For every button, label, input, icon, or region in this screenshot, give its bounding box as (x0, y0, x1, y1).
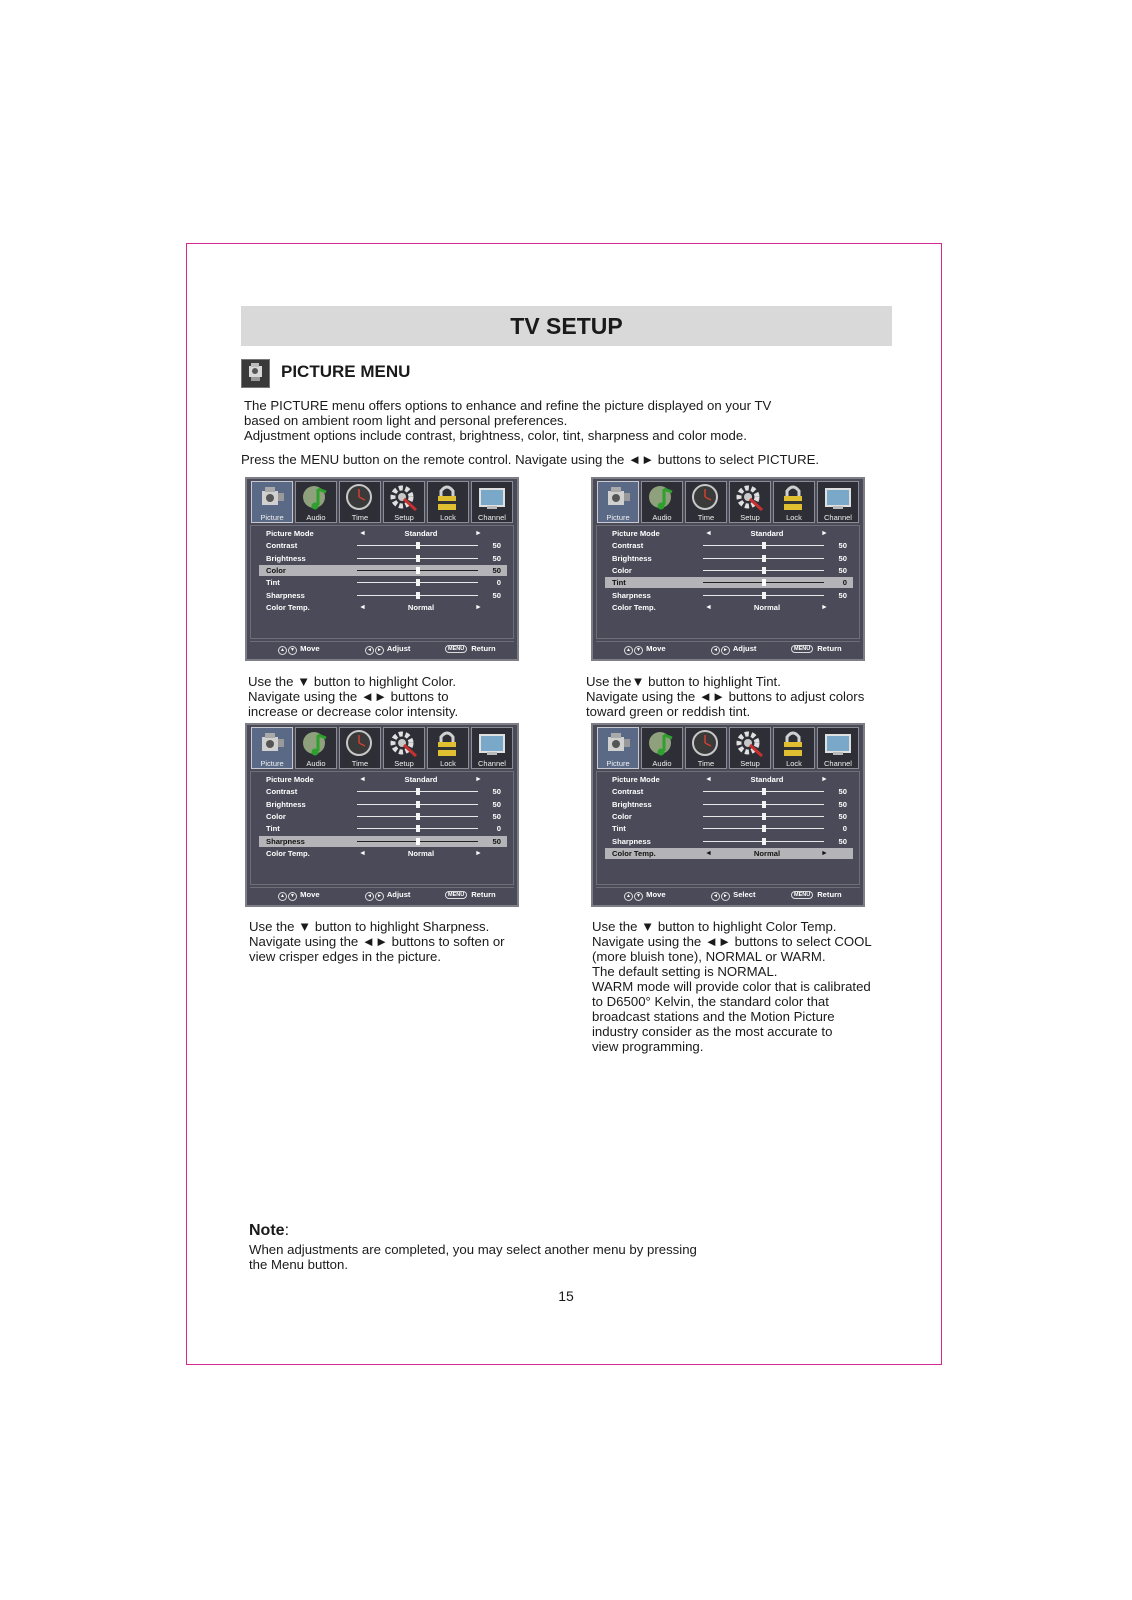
tab-lock[interactable] (427, 481, 469, 523)
tab-channel[interactable] (817, 481, 859, 523)
menu-row-label: Contrast (612, 541, 644, 551)
menu-row-tint[interactable] (259, 577, 507, 588)
up-icon: ▲ (278, 892, 287, 901)
right-icon: ► (375, 646, 384, 655)
menu-row-value: 50 (492, 811, 501, 821)
menu-row-picture-mode[interactable] (605, 774, 853, 785)
menu-key-icon: MENU (791, 645, 813, 653)
right-icon: ► (375, 892, 384, 901)
tab-label: Setup (394, 759, 414, 768)
right-arrow-icon[interactable]: ► (475, 530, 482, 537)
left-arrow-icon[interactable]: ◄ (705, 849, 712, 857)
up-icon: ▲ (624, 892, 633, 901)
slider-track[interactable] (703, 841, 824, 842)
menu-row-label: Sharpness (612, 590, 651, 600)
menu-row-value: 0 (496, 578, 501, 588)
right-arrow-icon[interactable]: ► (821, 776, 828, 783)
caption-color-3: increase or decrease color intensity. (248, 704, 459, 719)
tab-label: Lock (440, 759, 456, 768)
page-title-bar (241, 306, 892, 346)
menu-row-label: Color Temp. (266, 848, 310, 858)
menu-row-option: Normal (407, 602, 435, 612)
menu-row-label: Tint (612, 824, 626, 834)
menu-row-value: 50 (492, 799, 501, 809)
footer-return-label: Return (817, 890, 842, 899)
caption-tint-1: Use the▼ button to highlight Tint. (586, 674, 781, 689)
slider-knob[interactable] (416, 555, 420, 562)
menu-footer (250, 641, 514, 656)
tab-audio[interactable] (641, 727, 683, 769)
menu-row-label: Picture Mode (266, 775, 314, 784)
tab-setup[interactable] (383, 727, 425, 769)
tab-label: Time (697, 513, 715, 522)
left-arrow-icon[interactable]: ◄ (705, 530, 712, 537)
tab-label: Time (351, 759, 369, 768)
menu-row-label: Contrast (612, 787, 644, 797)
menu-row-value: 50 (838, 541, 847, 551)
tab-label: Audio (306, 513, 326, 522)
menu-row-contrast[interactable] (605, 786, 853, 797)
right-arrow-icon[interactable]: ► (821, 603, 828, 611)
tab-time[interactable] (339, 481, 381, 523)
slider-knob[interactable] (762, 825, 766, 832)
tab-lock[interactable] (427, 727, 469, 769)
tab-lock[interactable] (773, 727, 815, 769)
slider-track[interactable] (703, 816, 824, 817)
left-icon: ◄ (365, 646, 374, 655)
right-arrow-icon[interactable]: ► (821, 530, 828, 537)
menu-row-value: 50 (492, 541, 501, 551)
menu-row-contrast[interactable] (259, 786, 507, 797)
menu-row-sharpness[interactable] (605, 590, 853, 601)
menu-row-color[interactable] (259, 565, 507, 576)
tab-label: Channel (478, 513, 506, 522)
footer-move (624, 888, 666, 902)
menu-row-value: 0 (496, 824, 501, 834)
left-icon: ◄ (711, 892, 720, 901)
page-number: 15 (558, 1288, 574, 1304)
caption-colortemp-7: broadcast stations and the Motion Picture (592, 1009, 835, 1024)
footer-adjust (365, 642, 410, 656)
slider-track[interactable] (703, 545, 824, 546)
caption-color-1: Use the ▼ button to highlight Color. (248, 674, 457, 689)
tab-label: Audio (652, 759, 672, 768)
slider-track[interactable] (357, 545, 478, 546)
menu-row-value: 50 (838, 799, 847, 809)
menu-row-value: 50 (838, 565, 847, 575)
slider-track[interactable] (357, 570, 478, 571)
tv-menu-screen-sharpness (245, 723, 519, 907)
footer-return-label: Return (471, 890, 496, 899)
intro-line-2: based on ambient room light and personal preferences. (244, 413, 568, 428)
caption-sharpness-1: Use the ▼ button to highlight Sharpness. (249, 919, 490, 934)
slider-track[interactable] (357, 828, 478, 829)
menu-row-label: Sharpness (612, 836, 651, 846)
tab-label: Picture (260, 759, 284, 768)
left-icon: ◄ (711, 646, 720, 655)
tab-label: Lock (786, 759, 802, 768)
menu-row-option: Standard (750, 775, 784, 784)
menu-row-label: Contrast (266, 541, 298, 551)
menu-row-color[interactable] (259, 811, 507, 822)
slider-track[interactable] (703, 558, 824, 559)
menu-row-brightness[interactable] (259, 799, 507, 810)
menu-tab-bar (251, 727, 513, 769)
caption-color-2: Navigate using the ◄► buttons to (248, 689, 449, 704)
tab-label: Channel (824, 759, 852, 768)
footer-move (278, 642, 320, 656)
left-arrow-icon[interactable]: ◄ (359, 776, 366, 783)
tab-audio[interactable] (641, 481, 683, 523)
caption-colortemp-4: The default setting is NORMAL. (592, 964, 778, 979)
slider-knob[interactable] (762, 801, 766, 808)
slider-knob[interactable] (416, 838, 420, 845)
menu-row-value: 0 (842, 578, 847, 588)
menu-footer (596, 887, 860, 902)
slider-track[interactable] (703, 828, 824, 829)
down-icon: ▼ (288, 892, 297, 901)
menu-footer (596, 641, 860, 656)
tab-label: Setup (394, 513, 414, 522)
menu-row-tint[interactable] (605, 577, 853, 588)
right-arrow-icon[interactable]: ► (475, 776, 482, 783)
menu-row-value: 50 (838, 836, 847, 846)
tab-channel[interactable] (471, 481, 513, 523)
left-icon: ◄ (365, 892, 374, 901)
slider-track[interactable] (357, 816, 478, 817)
intro-line-1: The PICTURE menu offers options to enhance and refine the picture displayed on your TV (244, 398, 772, 413)
menu-row-color-temp[interactable] (259, 602, 507, 613)
menu-row-tint[interactable] (605, 823, 853, 834)
footer-move-label: Move (646, 644, 666, 653)
tab-label: Channel (824, 513, 852, 522)
menu-row-option: Standard (404, 775, 438, 784)
menu-row-label: Brightness (266, 799, 306, 809)
page-title: TV SETUP (510, 313, 623, 339)
tab-label: Picture (260, 513, 284, 522)
tab-setup[interactable] (383, 481, 425, 523)
picture-section-icon (241, 359, 270, 388)
menu-row-picture-mode[interactable] (259, 528, 507, 539)
tab-picture[interactable] (251, 481, 293, 523)
footer-move-label: Move (300, 890, 320, 899)
menu-row-picture-mode[interactable] (259, 774, 507, 785)
menu-row-label: Sharpness (266, 836, 305, 846)
tv-menu-screen-tint (591, 477, 865, 661)
caption-colortemp-8: industry consider as the most accurate to (592, 1024, 833, 1039)
menu-row-option: Normal (407, 848, 435, 858)
slider-track[interactable] (703, 804, 824, 805)
footer-return (445, 642, 496, 656)
slider-knob[interactable] (416, 542, 420, 549)
menu-list (596, 525, 860, 639)
slider-track[interactable] (357, 841, 478, 842)
tab-label: Setup (740, 513, 760, 522)
slider-knob[interactable] (762, 567, 766, 574)
menu-row-label: Color (266, 811, 286, 821)
note-label: Note (249, 1222, 285, 1239)
note-line-2: the Menu button. (249, 1257, 348, 1272)
menu-list (596, 771, 860, 885)
caption-colortemp-9: view programming. (592, 1039, 704, 1054)
footer-select-label: Select (733, 890, 756, 899)
left-arrow-icon[interactable]: ◄ (705, 776, 712, 783)
slider-track[interactable] (357, 558, 478, 559)
menu-row-label: Color (266, 565, 286, 575)
tab-picture[interactable] (597, 481, 639, 523)
menu-row-value: 50 (492, 553, 501, 563)
menu-row-brightness[interactable] (259, 553, 507, 564)
slider-track[interactable] (703, 570, 824, 571)
menu-row-label: Tint (266, 824, 280, 834)
caption-sharpness-3: view crisper edges in the picture. (249, 949, 442, 964)
menu-row-option: Normal (753, 848, 781, 858)
slider-knob[interactable] (762, 555, 766, 562)
footer-return (791, 888, 842, 902)
caption-tint-2: Navigate using the ◄► buttons to adjust colors (586, 689, 865, 704)
menu-row-label: Tint (266, 578, 280, 588)
menu-key-icon: MENU (445, 645, 467, 653)
footer-adjust-label: Adjust (386, 644, 411, 653)
slider-knob[interactable] (416, 579, 420, 586)
menu-row-color-temp[interactable] (605, 602, 853, 613)
tab-label: Picture (606, 513, 630, 522)
right-icon: ► (721, 892, 730, 901)
tv-menu-screen-color (245, 477, 519, 661)
tab-label: Channel (478, 759, 506, 768)
footer-move (278, 888, 320, 902)
tab-picture[interactable] (251, 727, 293, 769)
tv-menu-screen-color-temp (591, 723, 865, 907)
note-heading: Note: (249, 1222, 290, 1239)
tab-label: Time (697, 759, 715, 768)
caption-colortemp-1: Use the ▼ button to highlight Color Temp. (592, 919, 837, 934)
menu-row-value: 50 (492, 787, 501, 797)
slider-track[interactable] (357, 804, 478, 805)
down-icon: ▼ (634, 646, 643, 655)
slider-knob[interactable] (416, 592, 420, 599)
menu-row-value: 50 (838, 590, 847, 600)
tab-time[interactable] (685, 727, 727, 769)
menu-row-label: Picture Mode (612, 775, 660, 784)
tab-audio[interactable] (295, 481, 337, 523)
tab-time[interactable] (339, 727, 381, 769)
menu-list (250, 771, 514, 885)
menu-row-option: Standard (404, 529, 438, 538)
tab-label: Audio (652, 513, 672, 522)
tab-label: Time (351, 513, 369, 522)
menu-row-contrast[interactable] (259, 540, 507, 551)
footer-select (711, 888, 756, 902)
menu-row-sharpness[interactable] (259, 590, 507, 601)
menu-row-value: 50 (838, 553, 847, 563)
slider-track[interactable] (357, 791, 478, 792)
menu-tab-bar (597, 727, 859, 769)
footer-return (791, 642, 842, 656)
menu-row-label: Contrast (266, 787, 298, 797)
slider-knob[interactable] (762, 579, 766, 586)
caption-colortemp-2: Navigate using the ◄► buttons to select COOL (592, 934, 872, 949)
menu-row-picture-mode[interactable] (605, 528, 853, 539)
menu-row-value: 50 (492, 590, 501, 600)
caption-tint-3: toward green or reddish tint. (586, 704, 751, 719)
footer-return-label: Return (471, 644, 496, 653)
right-arrow-icon[interactable]: ► (475, 849, 482, 857)
menu-row-label: Sharpness (266, 590, 305, 600)
caption-sharpness-2: Navigate using the ◄► buttons to soften or (249, 934, 505, 949)
right-arrow-icon[interactable]: ► (475, 603, 482, 611)
menu-row-value: 50 (492, 565, 501, 575)
menu-list (250, 525, 514, 639)
menu-row-tint[interactable] (259, 823, 507, 834)
menu-row-color-temp[interactable] (605, 848, 853, 859)
slider-knob[interactable] (762, 813, 766, 820)
footer-move-label: Move (646, 890, 666, 899)
menu-row-label: Color Temp. (612, 602, 656, 612)
tab-lock[interactable] (773, 481, 815, 523)
footer-adjust (365, 888, 410, 902)
caption-colortemp-3: (more bluish tone), NORMAL or WARM. (592, 949, 826, 964)
left-arrow-icon[interactable]: ◄ (705, 603, 712, 611)
slider-knob[interactable] (762, 542, 766, 549)
note-line-1: When adjustments are completed, you may select another menu by pressing (249, 1242, 697, 1257)
menu-row-color-temp[interactable] (259, 848, 507, 859)
tab-channel[interactable] (471, 727, 513, 769)
tab-setup[interactable] (729, 727, 771, 769)
tab-time[interactable] (685, 481, 727, 523)
down-icon: ▼ (634, 892, 643, 901)
slider-track[interactable] (703, 791, 824, 792)
tab-setup[interactable] (729, 481, 771, 523)
slider-knob[interactable] (416, 801, 420, 808)
slider-track[interactable] (703, 595, 824, 596)
tab-picture[interactable] (597, 727, 639, 769)
right-arrow-icon[interactable]: ► (821, 849, 828, 857)
menu-row-value: 50 (838, 787, 847, 797)
menu-row-brightness[interactable] (605, 553, 853, 564)
tab-channel[interactable] (817, 727, 859, 769)
menu-row-contrast[interactable] (605, 540, 853, 551)
menu-key-icon: MENU (445, 891, 467, 899)
slider-knob[interactable] (762, 788, 766, 795)
menu-row-sharpness[interactable] (259, 836, 507, 847)
tab-label: Audio (306, 759, 326, 768)
menu-row-label: Color Temp. (612, 848, 656, 858)
menu-row-label: Picture Mode (266, 529, 314, 538)
slider-knob[interactable] (416, 813, 420, 820)
menu-row-value: 50 (838, 811, 847, 821)
menu-key-icon: MENU (791, 891, 813, 899)
slider-knob[interactable] (762, 592, 766, 599)
menu-row-color[interactable] (605, 811, 853, 822)
menu-footer (250, 887, 514, 902)
left-arrow-icon[interactable]: ◄ (359, 603, 366, 611)
footer-return-label: Return (817, 644, 842, 653)
tab-audio[interactable] (295, 727, 337, 769)
menu-tab-bar (251, 481, 513, 523)
menu-tab-bar (597, 481, 859, 523)
slider-track[interactable] (357, 595, 478, 596)
menu-row-label: Brightness (612, 799, 652, 809)
menu-row-value: 50 (492, 836, 501, 846)
slider-track[interactable] (357, 582, 478, 583)
tab-label: Setup (740, 759, 760, 768)
footer-adjust-label: Adjust (732, 644, 757, 653)
section-title: PICTURE MENU (281, 362, 411, 381)
menu-row-label: Brightness (266, 553, 306, 563)
left-arrow-icon[interactable]: ◄ (359, 849, 366, 857)
menu-row-label: Brightness (612, 553, 652, 563)
up-icon: ▲ (278, 646, 287, 655)
footer-adjust-label: Adjust (386, 890, 411, 899)
left-arrow-icon[interactable]: ◄ (359, 530, 366, 537)
menu-row-label: Color (612, 565, 632, 575)
up-icon: ▲ (624, 646, 633, 655)
right-icon: ► (721, 646, 730, 655)
menu-row-option: Normal (753, 602, 781, 612)
tab-label: Lock (786, 513, 802, 522)
menu-row-brightness[interactable] (605, 799, 853, 810)
footer-move (624, 642, 666, 656)
menu-row-label: Color (612, 811, 632, 821)
tab-label: Lock (440, 513, 456, 522)
intro-line-3: Adjustment options include contrast, brightness, color, tint, sharpness and color mode. (244, 428, 747, 443)
menu-row-sharpness[interactable] (605, 836, 853, 847)
footer-move-label: Move (300, 644, 320, 653)
caption-colortemp-6: to D6500° Kelvin, the standard color that (592, 994, 829, 1009)
slider-knob[interactable] (416, 567, 420, 574)
press-menu-instruction: Press the MENU button on the remote control. Navigate using the ◄► buttons to select PICTURE. (241, 452, 820, 467)
footer-return (445, 888, 496, 902)
slider-knob[interactable] (762, 838, 766, 845)
menu-row-value: 0 (842, 824, 847, 834)
tab-label: Picture (606, 759, 630, 768)
menu-row-label: Color Temp. (266, 602, 310, 612)
caption-colortemp-5: WARM mode will provide color that is calibrated (592, 979, 871, 994)
slider-knob[interactable] (416, 788, 420, 795)
slider-track[interactable] (703, 582, 824, 583)
menu-row-option: Standard (750, 529, 784, 538)
down-icon: ▼ (288, 646, 297, 655)
menu-row-color[interactable] (605, 565, 853, 576)
menu-row-label: Tint (612, 578, 626, 588)
slider-knob[interactable] (416, 825, 420, 832)
menu-row-label: Picture Mode (612, 529, 660, 538)
footer-adjust (711, 642, 756, 656)
